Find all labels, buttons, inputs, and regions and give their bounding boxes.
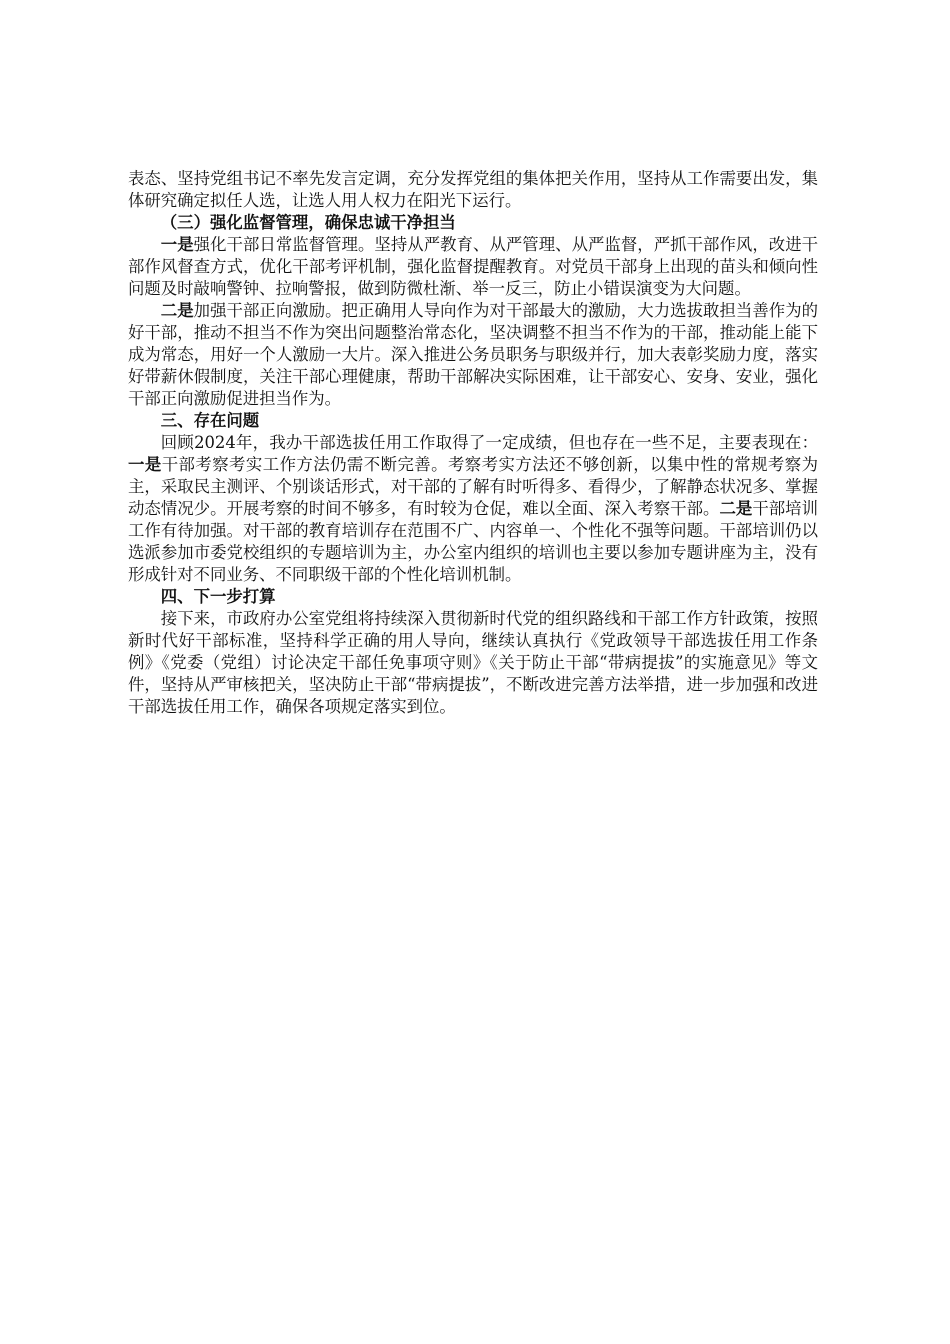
paragraph-next-steps [128, 608, 818, 718]
paragraph-text: 干部考察考实工作方法仍需不断完善。考察考实方法还不够创新，以集中性的常规考察为主，采取民主测评、个别谈话形式，对干部的了解有时听得多、看得少，了解静态状况多、掌握动态情况少。开展考察的时间不够多，有时较为仓促，难以全面、深入考察干部。 [128, 455, 819, 518]
paragraph-lead: 一是 [128, 455, 162, 474]
section-heading-problems: 三、存在问题 [160, 411, 260, 430]
paragraph-positive-incentive [128, 300, 818, 410]
paragraph-text: 回顾2024年，我办干部选拔任用工作取得了一定成绩，但也存在一些不足，主要表现在： [160, 433, 818, 452]
document-page [128, 168, 818, 718]
paragraph-lead: 一是 [160, 235, 194, 254]
paragraph-text: 干部培训工作有待加强。对干部的教育培训存在范围不广、内容单一、个性化不强等问题。干部培训仍以选派参加市委党校组织的专题培训为主，办公室内组织的培训也主要以参加专题讲座为主，没有形成针对不同业务、不同职级干部的个性化培训机制。 [128, 499, 819, 584]
paragraph-text: 接下来，市政府办公室党组将持续深入贯彻新时代党的组织路线和干部工作方针政策，按照新时代好干部标准，坚持科学正确的用人导向，继续认真执行《党政领导干部选拔任用工作条例》《党委（党组）讨论决定干部任免事项守则》《关于防止干部“带病提拔”的实施意见》等文件，坚持从严审核把关，坚决防止干部“带病提拔”，不断改进完善方法举措，进一步加强和改进干部选拔任用工作，确保各项规定落实到位。 [128, 609, 818, 716]
paragraph-problems [128, 432, 818, 586]
paragraph-lead: 二是 [719, 499, 753, 518]
section-heading-next-steps: 四、下一步打算 [160, 587, 276, 606]
section-heading-supervision: （三）强化监督管理，确保忠诚干净担当 [160, 213, 456, 232]
paragraph-text: 强化干部日常监督管理。坚持从严教育、从严管理、从严监督，严抓干部作风，改进干部作风督查方式，优化干部考评机制，强化监督提醒教育。对党员干部身上出现的苗头和倾向性问题及时敲响警钟、拉响警报，做到防微杜渐、举一反三，防止小错误演变为大问题。 [128, 235, 819, 298]
paragraph-text: 加强干部正向激励。把正确用人导向作为对干部最大的激励，大力选拔敢担当善作为的好干部，推动不担当不作为突出问题整治常态化，坚决调整不担当不作为的干部，推动能上能下成为常态，用好一个人激励一大片。深入推进公务员职务与职级并行，加大表彰奖励力度，落实好带薪休假制度，关注干部心理健康，帮助干部解决实际困难，让干部安心、安身、安业，强化干部正向激励促进担当作为。 [128, 301, 819, 408]
paragraph-lead: 二是 [160, 301, 194, 320]
paragraph-daily-supervision [128, 234, 818, 300]
paragraph-continuation: 表态、坚持党组书记不率先发言定调，充分发挥党组的集体把关作用，坚持从工作需要出发，集体研究确定拟任人选，让选人用人权力在阳光下运行。 [128, 169, 818, 210]
